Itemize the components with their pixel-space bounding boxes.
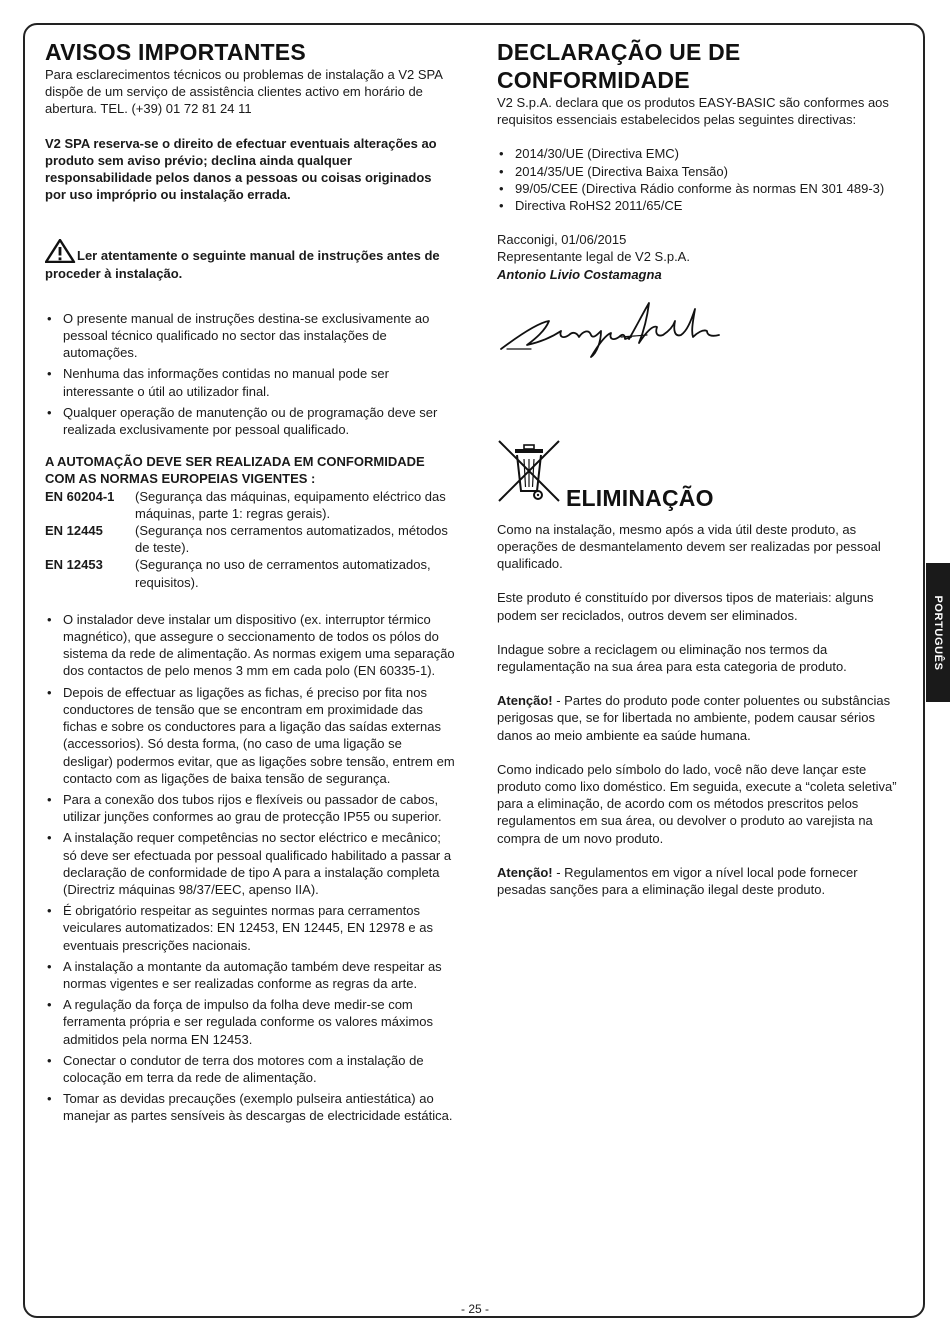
bullet-list-intro <box>45 310 455 438</box>
list-item: • 99/05/CEE (Directiva Rádio conforme às normas EN 301 489-3) <box>497 180 907 197</box>
norm-code: EN 12453 <box>45 557 103 573</box>
page-number: - 25 - <box>460 1302 489 1316</box>
list-item: • Nenhuma das informações contidas no manual pode ser interessante o útil ao utilizador final. <box>45 365 455 399</box>
section-title-eliminacao: ELIMINAÇÃO <box>566 484 714 511</box>
section-title-declaracao: DECLARAÇÃO UE DE CONFORMIDADE <box>497 39 741 93</box>
signature-icon <box>497 291 737 381</box>
attention-text: - Regulamentos em vigor a nível local pode fornecer pesadas sanções para a eliminação ilegal deste produto. <box>497 864 858 898</box>
table-row <box>45 488 455 522</box>
right-column <box>497 38 907 898</box>
list-item: • Conectar o condutor de terra dos motores com a instalação de colocação em terra da rede de alimentação. <box>45 1052 455 1086</box>
attention-label: Atenção! <box>497 693 553 709</box>
left-column <box>45 38 455 1129</box>
norm-code: EN 60204-1 <box>45 488 115 504</box>
warning-triangle-icon <box>45 239 77 263</box>
norm-desc: (Segurança no uso de cerramentos automatizados, requisitos). <box>135 557 431 590</box>
disposal-paragraph <box>497 864 907 898</box>
reserve-paragraph: V2 SPA reserva-se o direito de efectuar eventuais alterações ao produto sem aviso prévio; declina ainda qualquer responsabilidade pelos danos a pessoas ou coisas originados por uso impróprio ou instalação errada. <box>45 135 437 203</box>
list-item: • Para a conexão dos tubos rijos e flexíveis ou passador de cabos, utilizar junções conformes ao grau de protecção IP55 ou superior. <box>45 791 455 825</box>
disposal-paragraph: Como na instalação, mesmo após a vida útil deste produto, as operações de desmantelamento devem ser realizadas por pessoal qualificado. <box>497 521 881 572</box>
disposal-header <box>497 439 907 519</box>
directives-list <box>497 145 907 214</box>
disposal-paragraph: Como indicado pelo símbolo do lado, você não deve lançar este produto como lixo doméstico. Em seguida, execute a “coleta seletiva” para a eliminação, de acordo com os métodos prescritos pelos regulamentos em sua área, ou devolver o produto ao varejista na compra de um novo produto. <box>497 761 897 846</box>
signature-block <box>497 283 907 393</box>
list-item: • Tomar as devidas precauções (exemplo pulseira antiestática) ao manejar as partes sensíveis às descargas de electricidade estática. <box>45 1090 455 1124</box>
norms-table <box>45 488 455 591</box>
list-item: • 2014/30/UE (Directiva EMC) <box>497 145 907 162</box>
list-item: • O instalador deve instalar um dispositivo (ex. interruptor térmico magnético), que assegure o seccionamento de todos os pólos do sistema da rede de alimentação. As normas exigem uma separação dos contactos de pelo menos 3 mm em cada polo (EN 60335-1). <box>45 611 455 680</box>
list-item: • A regulação da força de impulso da folha deve medir-se com ferramenta própria e ser regulada conforme os valores máximos admitidos pela norma EN 12453. <box>45 996 455 1048</box>
list-item: • Directiva RoHS2 2011/65/CE <box>497 197 907 214</box>
attention-label: Atenção! <box>497 864 553 880</box>
language-tab <box>926 563 950 702</box>
declaration-intro: V2 S.p.A. declara que os produtos EASY-BASIC são conformes aos requisitos essenciais estabelecidos pelas seguintes directivas: <box>497 95 889 128</box>
norm-desc: (Segurança das máquinas, equipamento eléctrico das máquinas, parte 1: regras gerais). <box>135 488 446 521</box>
disposal-paragraph: Este produto é constituído por diversos tipos de materiais: alguns podem ser reciclados, outros devem ser eliminados. <box>497 590 874 623</box>
table-row <box>45 556 455 590</box>
list-item: • A instalação requer competências no sector eléctrico e mecânico; só deve ser efectuada por pessoal qualificado habilitado a passar a declaração de conformidade de tipo A para a instalação completa (Directriz máquinas 98/37/EEC, apenso IIA). <box>45 829 455 898</box>
representative-line: Representante legal de V2 S.p.A. <box>497 249 690 265</box>
language-tab-label: PORTUGUÊS <box>932 594 944 671</box>
list-item: • O presente manual de instruções destina-se exclusivamente ao pessoal técnico qualificado no sector das instalações de automações. <box>45 310 455 362</box>
warning-block <box>45 237 455 281</box>
crossed-bin-icon <box>497 439 563 505</box>
place-date: Racconigi, 01/06/2015 <box>497 232 627 248</box>
disposal-paragraph: Indague sobre a reciclagem ou eliminação nos termos da regulamentação na sua área para esta categoria de produto. <box>497 641 847 675</box>
list-item: • Qualquer operação de manutenção ou de programação deve ser realizada exclusivamente por pessoal qualificado. <box>45 404 455 438</box>
section-title-avisos: AVISOS IMPORTANTES <box>45 39 306 65</box>
list-item: • É obrigatório respeitar as seguintes normas para cerramentos veiculares automatizados: EN 12453, EN 12445, EN 12978 e as eventuais prescrições nacionais. <box>45 902 455 954</box>
attention-text: - Partes do produto pode conter poluentes ou substâncias perigosas que, se for libertada no ambiente, podem causar sérios danos ao meio ambiente ea saúde humana. <box>497 693 891 743</box>
signer-name: Antonio Livio Costamagna <box>497 266 662 282</box>
list-item: • Depois de effectuar as ligações as fichas, é preciso por fita nos conductores de tensão que se encontram em proximidade das fichas e sobre os conductores para a ligação das saídas externas (accessorios). Só desta forma, (no caso de uma ligação se desligar) podermos evitar, que as ligações sobre tensão, entrem em contacto com as ligações de baixa tensão de segurança. <box>45 684 455 787</box>
norm-desc: (Segurança nos cerramentos automatizados, métodos de teste). <box>135 523 448 556</box>
list-item: • 2014/35/UE (Directiva Baixa Tensão) <box>497 163 907 180</box>
table-row <box>45 522 455 556</box>
norms-heading: A AUTOMAÇÃO DEVE SER REALIZADA EM CONFORMIDADE COM AS NORMAS EUROPEIAS VIGENTES : <box>45 454 425 487</box>
norm-code: EN 12445 <box>45 523 103 539</box>
list-item: • A instalação a montante da automação também deve respeitar as normas vigentes e ser realizadas conforme as regras da arte. <box>45 958 455 992</box>
disposal-paragraph <box>497 692 907 744</box>
intro-paragraph: Para esclarecimentos técnicos ou problemas de instalação a V2 SPA dispõe de um serviço de assistência clientes activo em horário de abertura. TEL. (+39) 01 72 81 24 11 <box>45 67 443 117</box>
bullet-list-installation <box>45 611 455 1125</box>
warning-text: Ler atentamente o seguinte manual de instruções antes de proceder à instalação. <box>45 248 440 281</box>
